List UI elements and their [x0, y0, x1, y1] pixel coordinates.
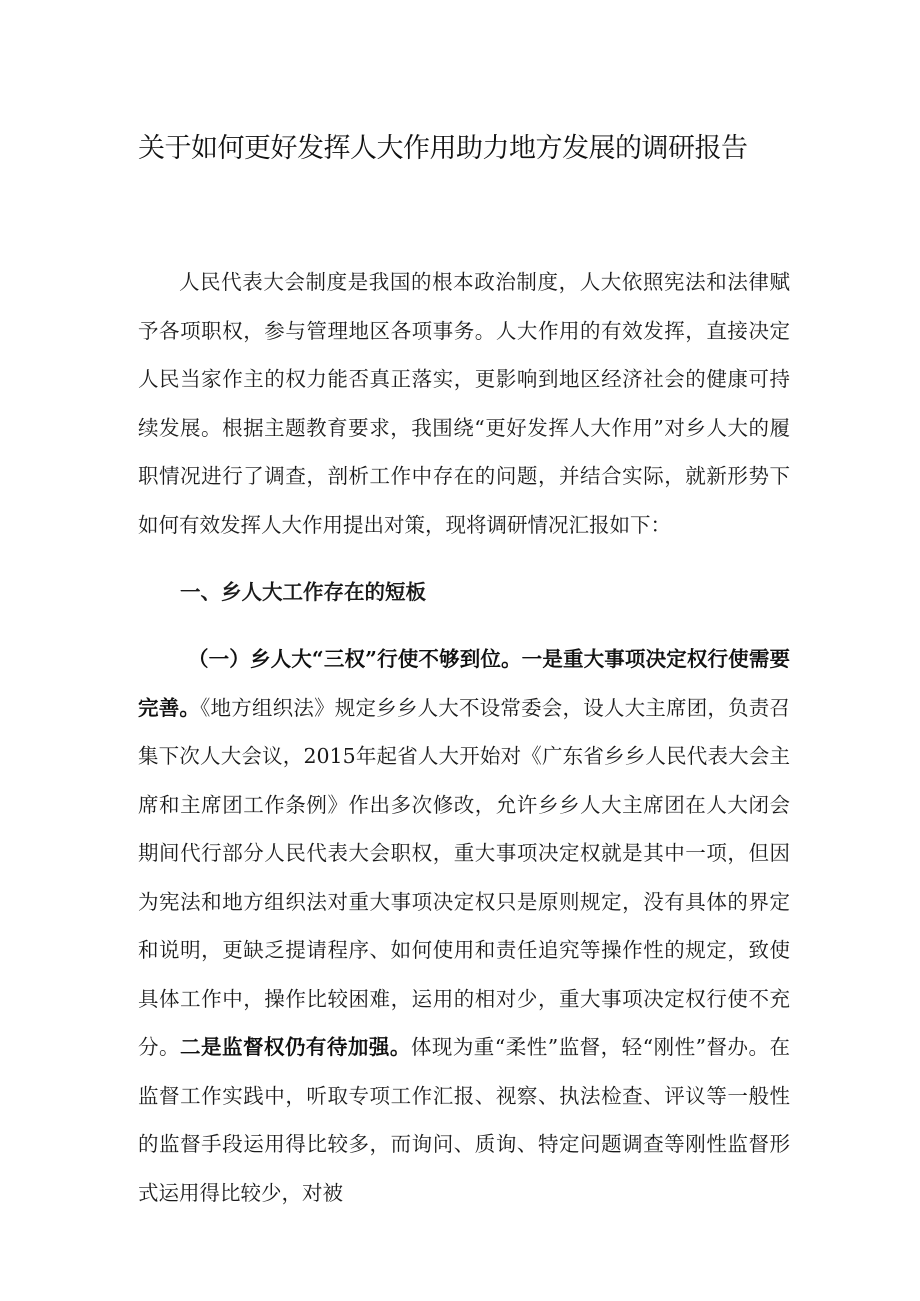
section-heading: 一、乡人大工作存在的短板 [180, 580, 426, 604]
paragraph-text-continued: 体现为重“柔性”监督，轻“刚性”督办。在监督工作实践中，听取专项工作汇报、视察、执法检查、评议等一般性的监督手段运用得比较多，而询问、质询、特定问题调查等刚性监督形式运用得比较少，对被 [138, 1035, 791, 1205]
section-paragraph [138, 635, 790, 1217]
intro-paragraph: 人民代表大会制度是我国的根本政治制度，人大依照宪法和法律赋予各项职权，参与管理地区各项事务。人大作用的有效发挥，直接决定人民当家作主的权力能否真正落实，更影响到地区经济社会的健康可持续发展。根据主题教育要求，我围绕“更好发挥人大作用”对乡人大的履职情况进行了调查，剖析工作中存在的问题，并结合实际，就新形势下如何有效发挥人大作用提出对策，现将调研情况汇报如下： [138, 270, 790, 537]
bold-lead-text: （一）乡人大“三权”行使不够到位。一是重大事项决定权行使需要完善。 [138, 647, 790, 720]
document-title: 关于如何更好发挥人大作用助力地方发展的调研报告 [138, 133, 748, 164]
bold-mid-text: 二是监督权仍有待加强。 [179, 1035, 411, 1059]
paragraph-text: 《地方组织法》规定乡乡人大不设常委会，设人大主席团，负责召集下次人大会议，2015年起省人大开始对《广东省乡乡人民代表大会主席和主席团工作条例》作出多次修改，允许乡乡人大主席团在人大闭会期间代行部分人民代表大会职权，重大事项决定权就是其中一项，但因为宪法和地方组织法对重大事项决定权只是原则规定，没有具体的界定和说明，更缺乏提请程序、如何使用和责任追究等操作性的规定，致使具体工作中，操作比较困难，运用的相对少，重大事项决定权行使不充分。 [138, 695, 791, 1059]
